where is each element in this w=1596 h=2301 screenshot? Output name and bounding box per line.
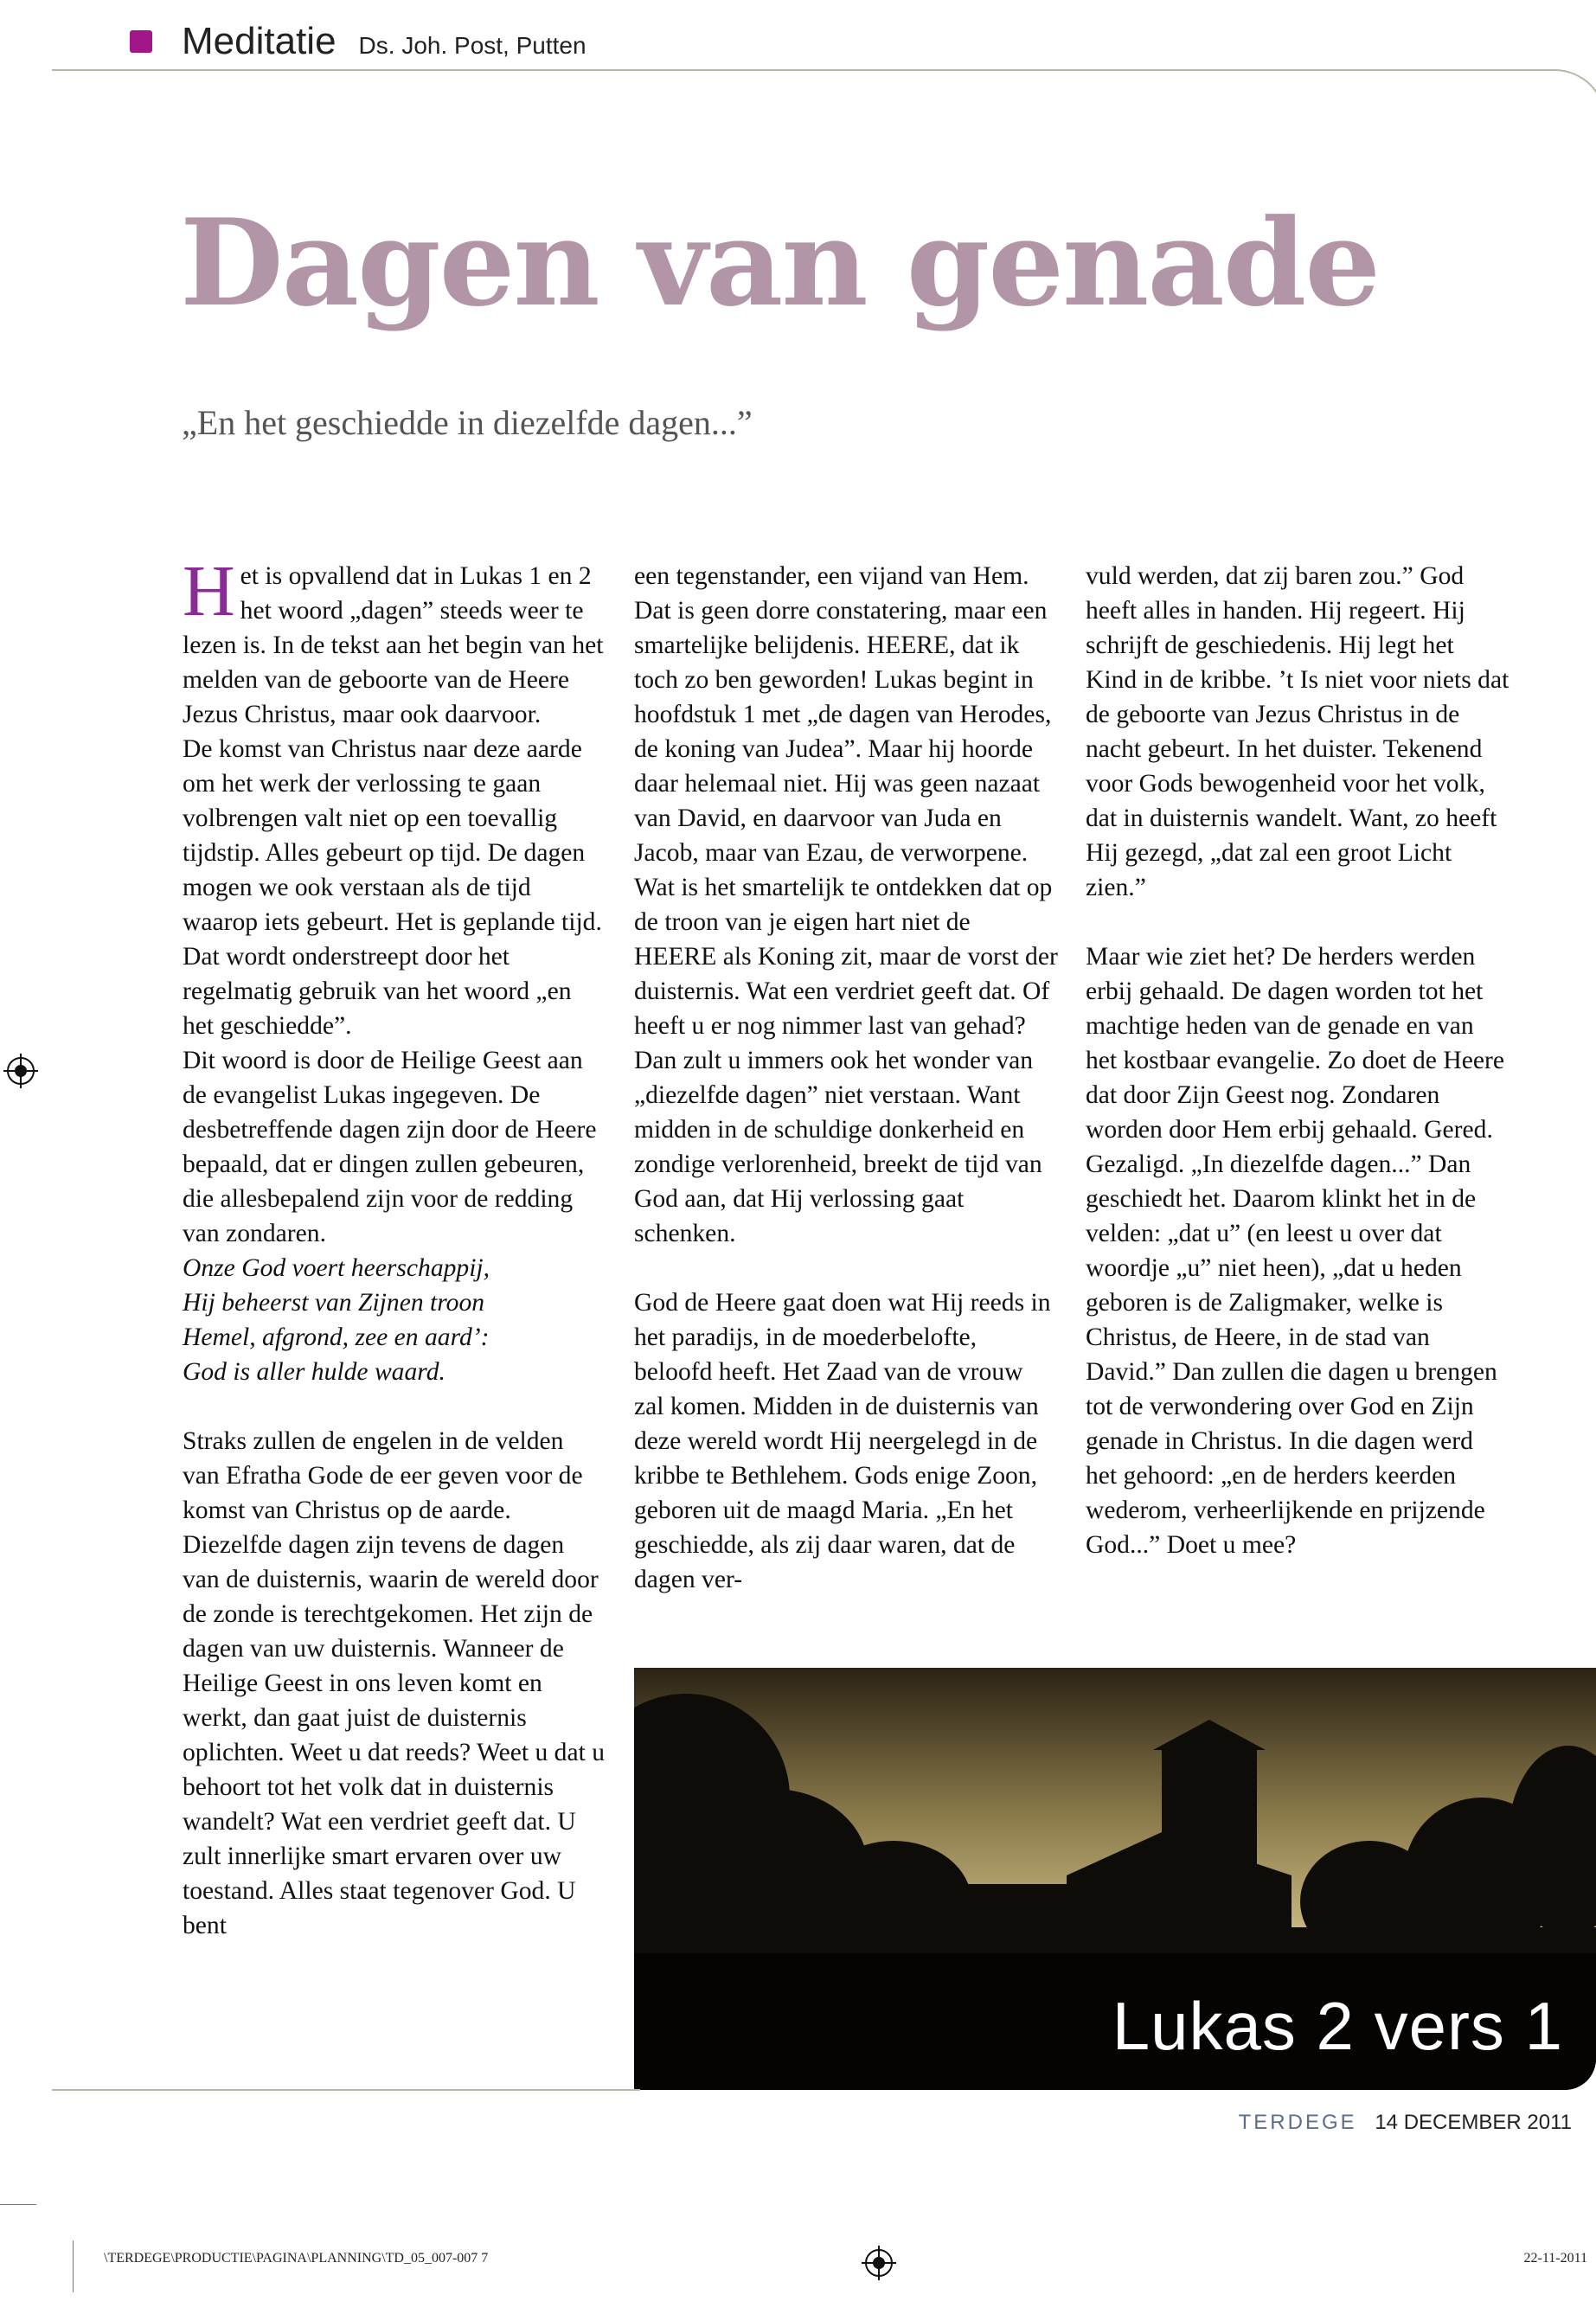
paragraph-text: et is opvallend dat in Lukas 1 en 2 het woord „dagen” steeds weer te lezen is. In de tekst aan het begin van het melden van de geboorte van de Heere Jezus Christus, maar ook daarvoor. xyxy=(183,562,604,728)
issue-date: 14 DECEMBER 2011 xyxy=(1375,2111,1572,2134)
author-byline: Ds. Joh. Post, Putten xyxy=(358,32,586,59)
print-slug-path: \TERDEGE\PRODUCTIE\PAGINA\PLANNING\TD_05_007-007 7 xyxy=(104,2251,489,2266)
article-title: Dagen van genade xyxy=(180,192,1380,333)
paragraph: een tegenstander, een vijand van Hem. Dat is geen dorre constatering, maar een smartelijke belijdenis. HEERE, dat ik toch zo ben geworden! Lukas begint in hoofdstuk 1 met „de dagen van Herodes, de koning van Judea”. Maar hij hoorde daar helemaal niet. Hij was geen nazaat van David, en daarvoor van Juda en Jacob, maar van Ezau, de verworpene. Wat is het smartelijk te ontdekken dat op de troon van je eigen hart niet de HEERE als Koning zit, maar de vorst der duisternis. Wat een verdriet geeft dat. Of heeft u er nog nimmer last van gehad? Dan zult u immers ook het wonder van „diezelfde dagen” niet verstaan. Want midden in de schuldige donkerheid en zondige verlorenheid, breekt de tijd van God aan, dat Hij verlossing gaat schenken. xyxy=(634,562,1058,1247)
verse-line: God is aller hulde waard. xyxy=(183,1358,445,1386)
paragraph: God de Heere gaat doen wat Hij reeds in het paradijs, in de moederbelofte, beloofd heeft. Het Zaad van de vrouw zal komen. Midden in de duisternis van deze wereld wordt Hij neergelegd in de kribbe te Bethlehem. Gods enige Zoon, geboren uit de maagd Maria. „En het geschiedde, als zij daar waren, dat de dagen ver- xyxy=(634,1289,1051,1593)
verse-line: Hij beheerst van Zijnen troon xyxy=(183,1289,485,1317)
crop-mark xyxy=(73,2240,74,2292)
page-footer xyxy=(1239,2111,1572,2135)
paragraph: De komst van Christus naar deze aarde om het werk der verlossing te gaan volbrengen valt niet op een toevallig tijdstip. Alles gebeurt op tijd. De dagen mogen we ook verstaan als de tijd waarop iets gebeurt. Het is geplande tijd. Dat wordt onderstreept door het regelmatig gebruik van het woord „en het geschiedde”. xyxy=(183,735,602,1040)
crop-mark xyxy=(0,2204,36,2205)
article-column-3 xyxy=(1086,559,1509,1562)
top-rule-curve xyxy=(1553,69,1596,149)
article-column-1 xyxy=(183,551,606,1943)
bottom-rule xyxy=(52,2089,640,2091)
verse-line: Hemel, afgrond, zee en aard’: xyxy=(183,1324,490,1351)
page-header xyxy=(130,16,586,67)
section-marker-square xyxy=(130,30,152,53)
print-slug-date: 22-11-2011 xyxy=(1523,2251,1587,2266)
paragraph: vuld werden, dat zij baren zou.” God heeft alles in handen. Hij regeert. Hij schrijft de geschiedenis. Hij legt het Kind in de kribbe. ’t Is niet voor niets dat de geboorte van Jezus Christus in de nacht gebeurt. In het duister. Tekenend voor Gods bewogenheid voor het volk, dat in duisternis wandelt. Want, zo heeft Hij gezegd, „dat zal een groot Licht zien.” xyxy=(1086,562,1509,901)
paragraph xyxy=(183,551,606,732)
photo-caption: Lukas 2 vers 1 xyxy=(1112,1988,1563,2064)
article-column-2 xyxy=(634,559,1058,1597)
magazine-name: TERDEGE xyxy=(1238,2111,1357,2134)
top-rule xyxy=(52,69,1553,71)
drop-cap: H xyxy=(183,551,235,631)
verse-line: Onze God voert heerschappij, xyxy=(183,1254,490,1282)
registration-mark-icon xyxy=(865,2249,893,2277)
paragraph: Dit woord is door de Heilige Geest aan de evangelist Lukas ingegeven. De desbetreffende dagen zijn door de Heere bepaald, dat er dingen zullen gebeuren, die allesbepalend zijn voor de redding van zondaren. xyxy=(183,1047,597,1247)
paragraph: Straks zullen de engelen in de velden van Efratha Gode de eer geven voor de komst van Christus op de aarde. Diezelfde dagen zijn tevens de dagen van de duisternis, waarin de wereld door de zonde is terechtgekomen. Het zijn de dagen van uw duisternis. Wanneer de Heilige Geest in ons leven komt en werkt, dan gaat juist de duisternis oplichten. Weet u dat reeds? Weet u dat u behoort tot het volk dat in duisternis wandelt? Wat een verdriet geeft dat. U zult innerlijke smart ervaren over uw toestand. Alles staat tegenover God. U bent xyxy=(183,1427,606,1939)
registration-mark-icon xyxy=(7,1057,35,1085)
section-title: Meditatie xyxy=(182,20,337,62)
article-subtitle: „En het geschiedde in diezelfde dagen...” xyxy=(182,403,753,442)
church-silhouette-photo xyxy=(634,1668,1596,2090)
paragraph: Maar wie ziet het? De herders werden erbij gehaald. De dagen worden tot het machtige heden van de genade en van het kostbaar evangelie. Zo doet de Heere dat door Zijn Geest nog. Zondaren worden door Hem erbij gehaald. Gered. Gezaligd. „In diezelfde dagen...” Dan geschiedt het. Daarom klinkt het in de velden: „dat u” (en leest u over dat woordje „u” niet heen), „dat u heden geboren is de Zaligmaker, welke is Christus, de Heere, in de stad van David.” Dan zullen die dagen u brengen tot de verwondering over God en Zijn genade in Christus. In die dagen werd het gehoord: „en de herders keerden wederom, verheerlijkende en prijzende God...” Doet u mee? xyxy=(1086,943,1504,1559)
